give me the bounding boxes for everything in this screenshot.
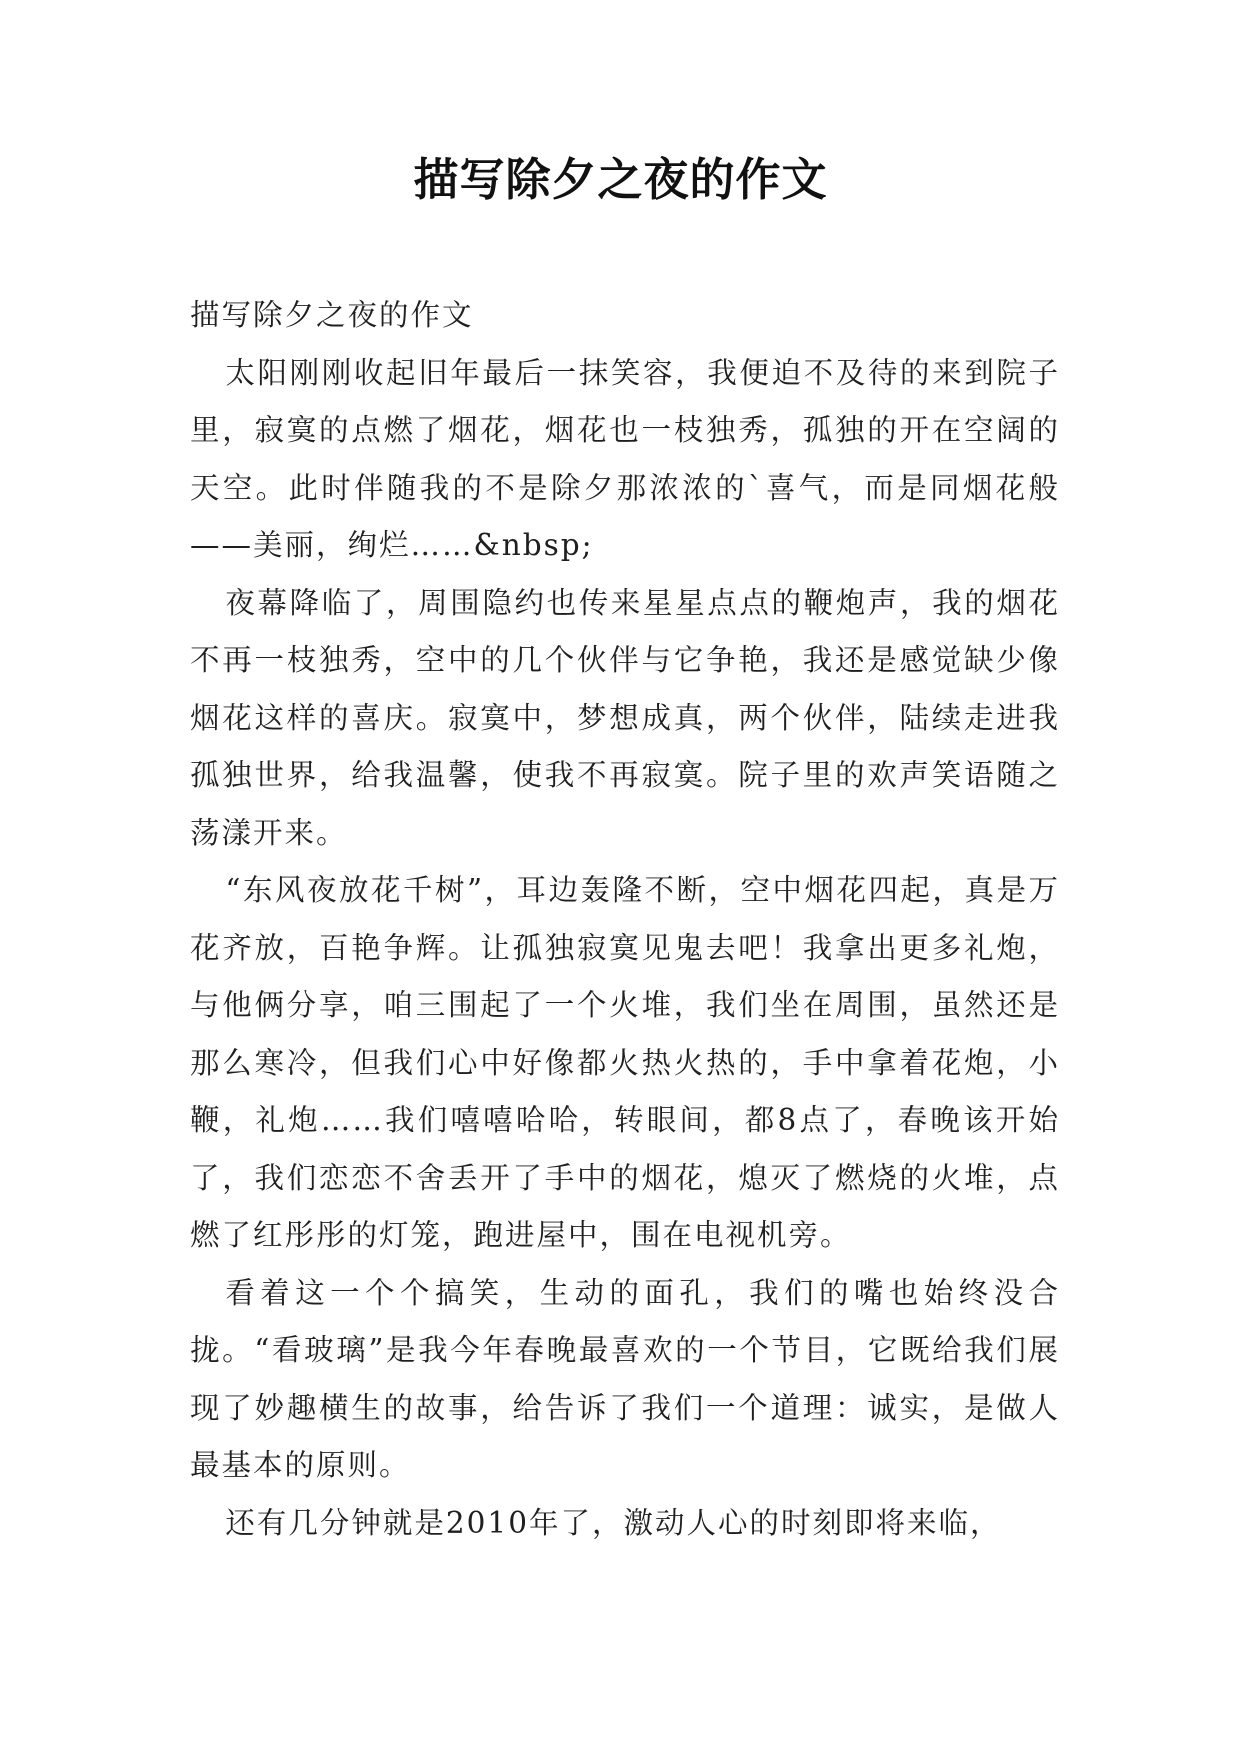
paragraph-3: “东风夜放花千树”，耳边轰隆不断，空中烟花四起，真是万花齐放，百艳争辉。让孤独寂寞见鬼去吧！我拿出更多礼炮，与他俩分享，咱三围起了一个火堆，我们坐在周围，虽然还是那么寒冷，但我们心中好像都火热火热的，手中拿着花炮，小鞭，礼炮……我们嘻嘻哈哈，转眼间，都8点了，春晚该开始了，我们恋恋不舍丢开了手中的烟花，熄灭了燃烧的火堆，点燃了红彤彤的灯笼，跑进屋中，围在电视机旁。: [190, 873, 1060, 1252]
document-title: 描写除夕之夜的作文: [413, 153, 828, 206]
document-body: [190, 287, 1060, 1552]
paragraph-2: 夜幕降临了，周围隐约也传来星星点点的鞭炮声，我的烟花不再一枝独秀，空中的几个伙伴与它争艳，我还是感觉缺少像烟花这样的喜庆。寂寞中，梦想成真，两个伙伴，陆续走进我孤独世界，给我温馨，使我不再寂寞。院子里的欢声笑语随之荡漾开来。: [190, 585, 1060, 850]
paragraph-5: 还有几分钟就是2010年了，激动人心的时刻即将来临，: [225, 1505, 1002, 1540]
document-subtitle: 描写除夕之夜的作文: [190, 298, 474, 332]
paragraph-1: 太阳刚刚收起旧年最后一抹笑容，我便迫不及待的来到院子里，寂寞的点燃了烟花，烟花也一枝独秀，孤独的开在空阔的天空。此时伴随我的不是除夕那浓浓的`喜气，而是同烟花般——美丽，绚烂……&nbsp;: [190, 355, 1060, 562]
paragraph-4: 看着这一个个搞笑，生动的面孔，我们的嘴也始终没合拢。“看玻璃”是我今年春晚最喜欢的一个节目，它既给我们展现了妙趣横生的故事，给告诉了我们一个道理：诚实，是做人最基本的原则。: [190, 1275, 1060, 1482]
